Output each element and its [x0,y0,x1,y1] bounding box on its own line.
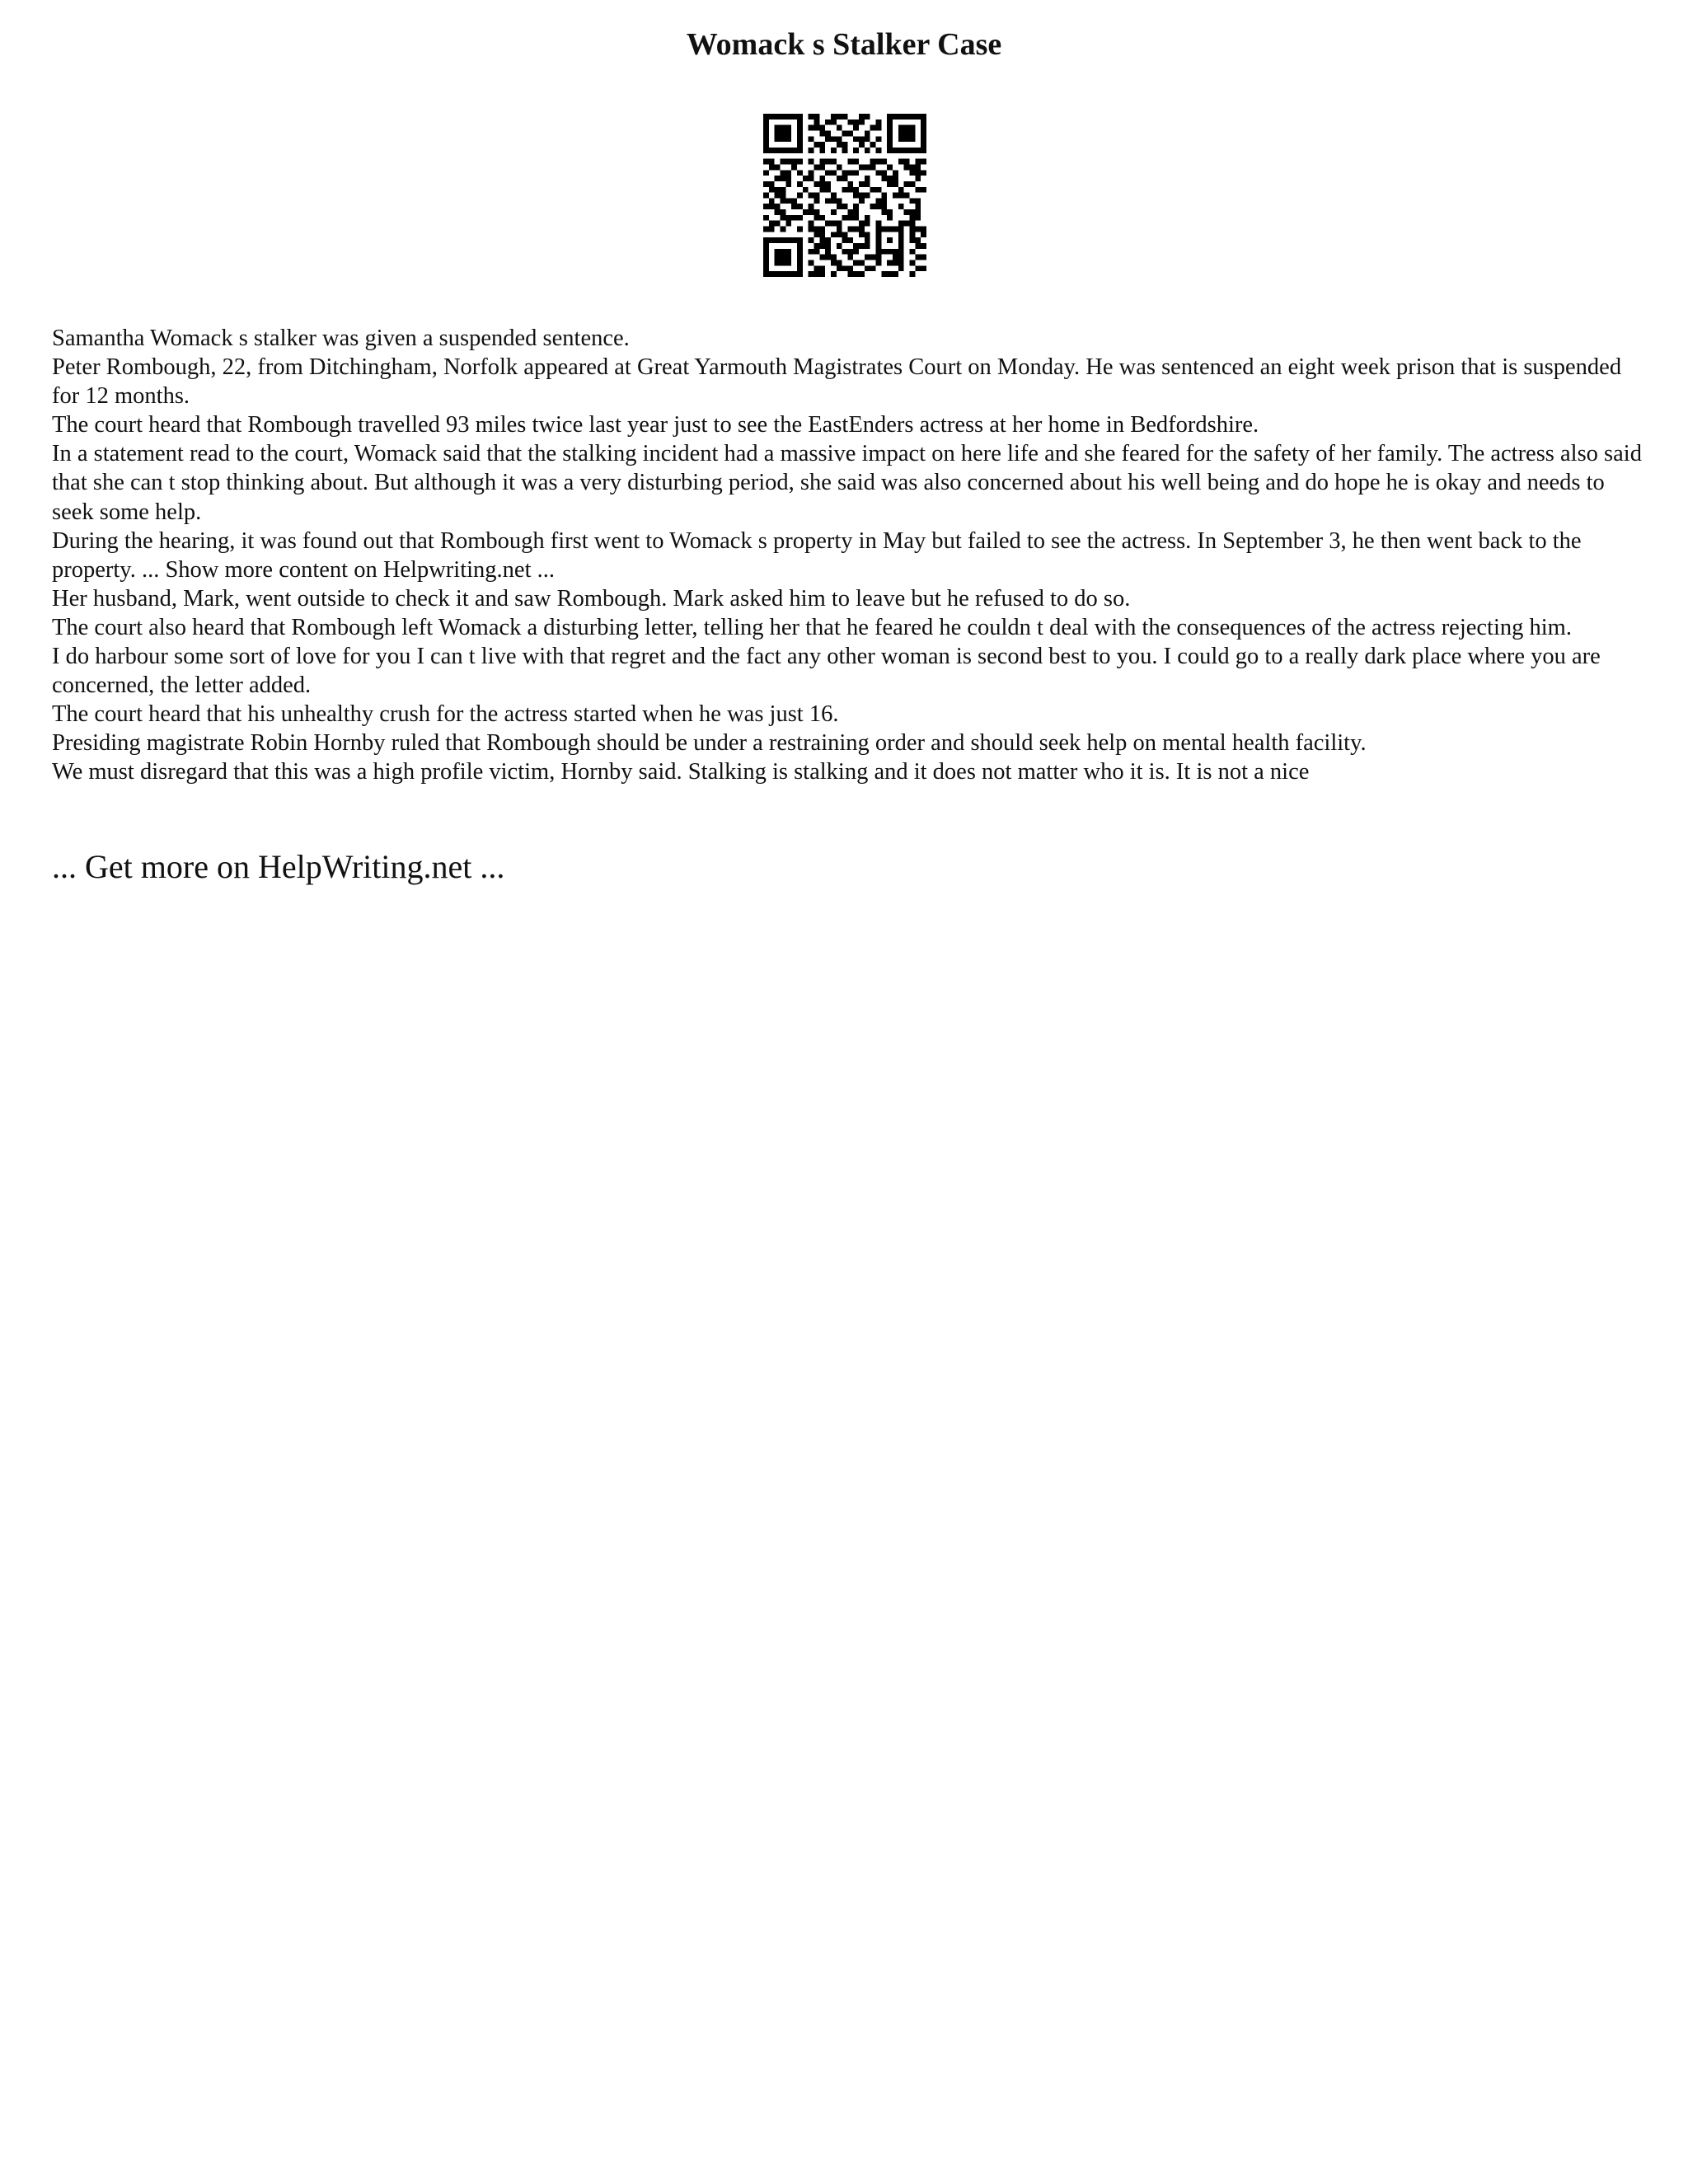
article-paragraph: We must disregard that this was a high profile victim, Hornby said. Stalking is stalking and it does not matter who it is. It is not a nice [52,759,1310,785]
qr-code-graphic [763,114,926,277]
qr-code-icon [763,114,926,277]
get-more-link[interactable]: ... Get more on HelpWriting.net ... [52,848,505,885]
article-paragraph: The court heard that Rombough travelled 93 miles twice last year just to see the EastEnders actress at her home in Bedfordshire. [52,412,1259,438]
article-paragraph: Her husband, Mark, went outside to check it and saw Rombough. Mark asked him to leave but he refused to do so. [52,585,1131,612]
page-title: Womack s Stalker Case [686,27,1002,62]
article-paragraph: The court also heard that Rombough left Womack a disturbing letter, telling her that he feared he couldn t deal with the consequences of the actress rejecting him. [52,614,1572,640]
article-paragraph: The court heard that his unhealthy crush for the actress started when he was just 16. [52,701,839,728]
article-body [52,324,1643,787]
article-paragraph: In a statement read to the court, Womack said that the stalking incident had a massive impact on here life and she feared for the safety of her family. The actress also said that she can t stop thinking about. But although it was a very disturbing period, she said was also concerned about his well being and do hope he is okay and needs to seek some help. [52,441,1642,525]
article-paragraph: Peter Rombough, 22, from Ditchingham, Norfolk appeared at Great Yarmouth Magistrates Court on Monday. He was sentenced an eight week prison that is suspended for 12 months. [52,354,1622,410]
article-paragraph: Samantha Womack s stalker was given a suspended sentence. [52,326,630,351]
article-paragraph: During the hearing, it was found out that Rombough first went to Womack s property in May but failed to see the actress. In September 3, he then went back to the property. ... Show more content on Helpwriting.net ... [52,527,1582,583]
article-paragraph: Presiding magistrate Robin Hornby ruled that Rombough should be under a restraining order and should seek help on mental health facility. [52,730,1367,757]
article-paragraph: I do harbour some sort of love for you I can t live with that regret and the fact any other woman is second best to you. I could go to a really dark place where you are concerned, the letter added. [52,644,1601,699]
